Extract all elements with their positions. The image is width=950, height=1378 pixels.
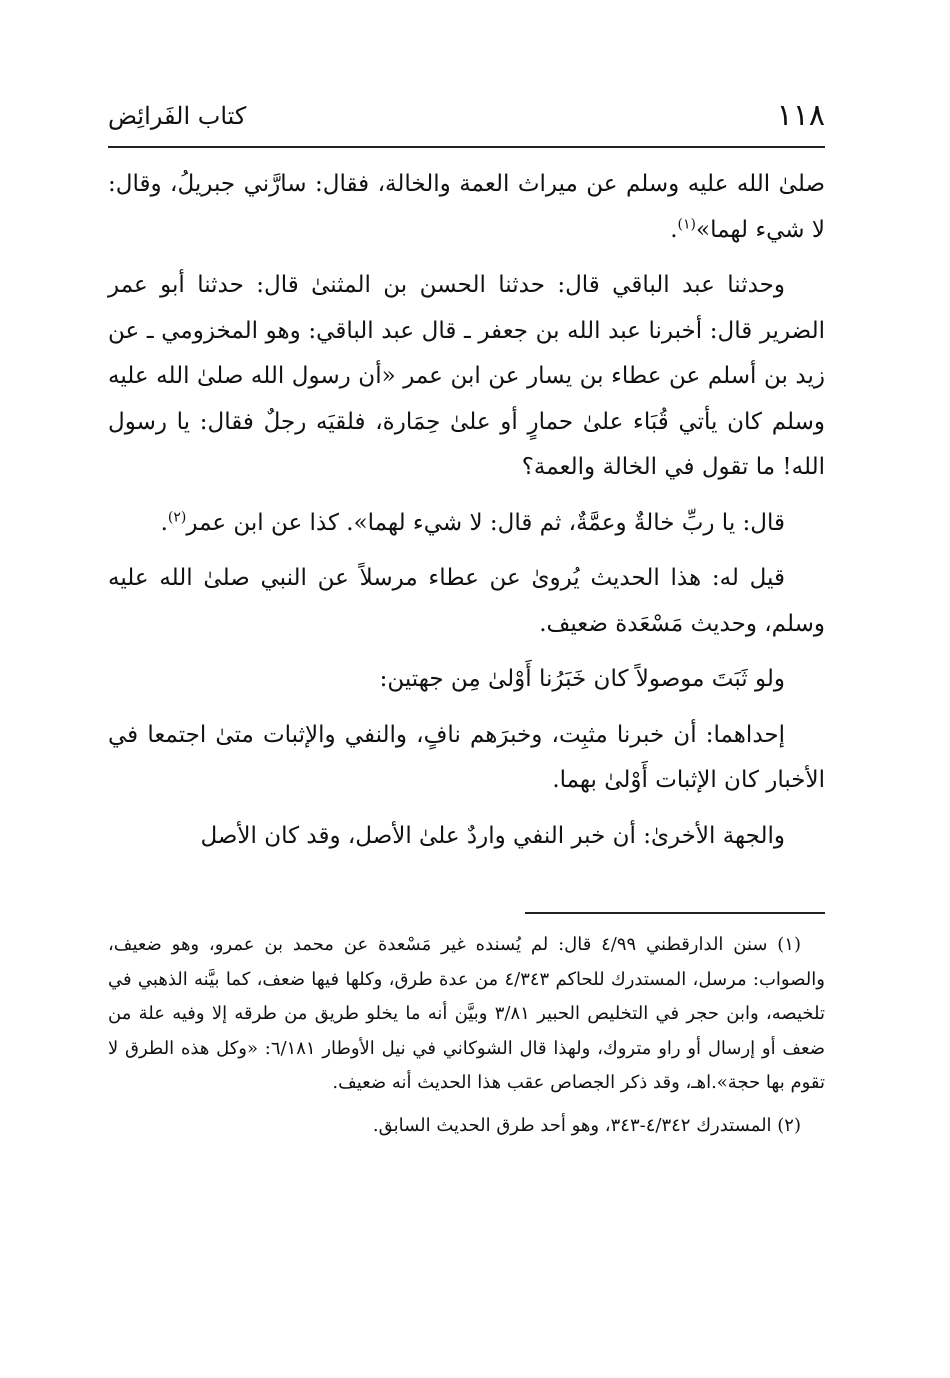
running-title: كتاب الفَرائِض — [108, 102, 247, 130]
paragraph-5: ولو ثَبَتَ موصولاً كان خَبَرُنا أَوْلىٰ مِن جهتين: — [379, 666, 785, 692]
paragraph-7: والجهة الأخرىٰ: أن خبر النفي واردٌ علىٰ الأصل، وقد كان الأصل — [200, 822, 785, 849]
footnote-separator — [525, 912, 825, 914]
paragraph-1-text: صلىٰ الله عليه وسلم عن ميراث العمة والخالة، فقال: سارَّني جبريلُ، وقال: لا شيء لهما» — [108, 171, 825, 243]
paragraph-1-end: . — [670, 216, 678, 243]
footnote-1: (١) سنن الدارقطني ٤/٩٩ قال: لم يُسنده غير مَسْعدة عن محمد بن عمرو، وهو ضعيف، والصواب: مرسل، المستدرك للحاكم ٤/٣٤٣ من عدة طرق، وكلها فيها ضعف، كما بيَّنه الذهبي في تلخيصه، وابن حجر في التخليص الحبير ٣/٨١ وبيَّن أنه ما يخلو طريق من طرقه إلا وفيه علة من ضعف أو إرسال أو راو متروك، ولهذا قال الشوكاني في نيل الأوطار ٦/١٨١: «وكل هذه الطرق لا تقوم بها حجة».اهـ، وقد ذكر الجصاص عقب هذا الحديث أنه ضعيف. — [108, 934, 825, 1093]
document-page — [108, 0, 825, 1378]
page-header — [108, 96, 825, 140]
paragraph-3-text: قال: يا ربِّ خالةٌ وعمَّةٌ، ثم قال: لا شيء لهما». كذا عن ابن عمر — [186, 509, 785, 536]
paragraph-3-end: . — [160, 509, 168, 536]
paragraph-6: إحداهما: أن خبرنا مثبِت، وخبرَهم نافٍ، والنفي والإثبات متىٰ اجتمعا في الأخبار كان الإثبات أَوْلىٰ بهما. — [108, 721, 825, 793]
paragraph-3 — [108, 501, 825, 547]
footnote-ref-1: (١) — [677, 215, 697, 232]
paragraph-1 — [108, 162, 825, 253]
page-number: ١١٨ — [776, 98, 825, 133]
footnote-ref-2: (٢) — [167, 508, 187, 525]
paragraph-2: وحدثنا عبد الباقي قال: حدثنا الحسن بن المثنىٰ قال: حدثنا أبو عمر الضرير قال: أخبرنا عبد الله بن جعفر ـ قال عبد الباقي: وهو المخزومي ـ عن زيد بن أسلم عن عطاء بن يسار عن ابن عمر «أن رسول الله صلىٰ الله عليه وسلم كان يأتي قُبَاء علىٰ حمارٍ أو علىٰ حِمَارة، فلقيَه رجلٌ فقال: يا رسول الله! ما تقول في الخالة والعمة؟ — [108, 272, 825, 480]
footnotes — [108, 928, 825, 1151]
header-rule — [108, 146, 825, 148]
paragraph-4: قيل له: هذا الحديث يُروىٰ عن عطاء مرسلاً عن النبي صلىٰ الله عليه وسلم، وحديث مَسْعَدة ضعيف. — [108, 565, 825, 637]
main-text — [108, 162, 825, 869]
footnote-2: (٢) المستدرك ٤/٣٤٢-٣٤٣، وهو أحد طرق الحديث السابق. — [372, 1114, 801, 1136]
